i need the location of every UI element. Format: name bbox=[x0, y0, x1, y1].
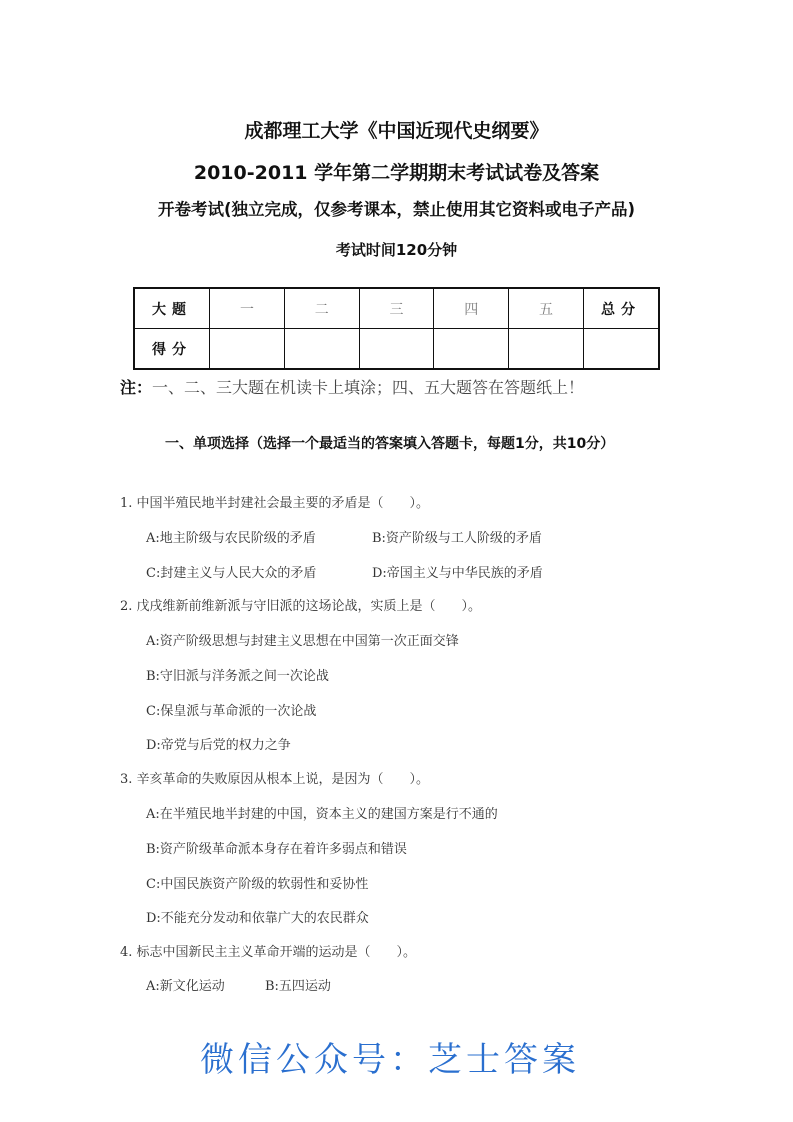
option: D:帝国主义与中华民族的矛盾 bbox=[372, 566, 543, 581]
note-text: 一、二、三大题在机读卡上填涂；四、五大题答在答题纸上！ bbox=[152, 378, 585, 397]
header-cell: 三 bbox=[359, 288, 434, 329]
score-cell bbox=[210, 329, 285, 370]
option: A:新文化运动 bbox=[146, 979, 225, 994]
option: B:五四运动 bbox=[265, 979, 331, 994]
score-cell bbox=[509, 329, 584, 370]
option: A:资产阶级思想与封建主义思想在中国第一次正面交锋 bbox=[146, 634, 459, 649]
section-heading: 一、单项选择（选择一个最适当的答案填入答题卡，每题1分，共10分） bbox=[165, 436, 615, 452]
option: A:地主阶级与农民阶级的矛盾 bbox=[146, 531, 316, 546]
score-cell bbox=[284, 329, 359, 370]
score-table bbox=[133, 287, 660, 370]
option: B:资产阶级与工人阶级的矛盾 bbox=[372, 531, 542, 546]
option: D:不能充分发动和依靠广大的农民群众 bbox=[146, 911, 369, 926]
score-cell bbox=[434, 329, 509, 370]
option: D:帝党与后党的权力之争 bbox=[146, 738, 291, 753]
header-cell: 二 bbox=[284, 288, 359, 329]
question: 1. 中国半殖民地半封建社会最主要的矛盾是（ ）。 bbox=[120, 496, 430, 511]
question: 2. 戊戌维新前维新派与守旧派的这场论战，实质上是（ ）。 bbox=[120, 599, 482, 614]
option: A:在半殖民地半封建的中国，资本主义的建国方案是行不通的 bbox=[146, 807, 498, 822]
score-cell bbox=[583, 329, 659, 370]
option: B:资产阶级革命派本身存在着许多弱点和错误 bbox=[146, 842, 407, 857]
header-cell: 一 bbox=[210, 288, 285, 329]
header-cell: 大题 bbox=[134, 288, 210, 329]
exam-mode: 开卷考试(独立完成，仅参考课本，禁止使用其它资料或电子产品) bbox=[157, 200, 636, 219]
title: 成都理工大学《中国近现代史纲要》 bbox=[244, 120, 549, 142]
option: B:守旧派与洋务派之间一次论战 bbox=[146, 669, 329, 684]
option: C:中国民族资产阶级的软弱性和妥协性 bbox=[146, 877, 369, 892]
question: 4. 标志中国新民主主义革命开端的运动是（ ）。 bbox=[120, 945, 417, 960]
row-label: 得分 bbox=[134, 329, 210, 370]
note-label: 注： bbox=[120, 378, 153, 397]
option: C:封建主义与人民大众的矛盾 bbox=[146, 566, 317, 581]
header-cell: 四 bbox=[434, 288, 509, 329]
watermark: 微信公众号：芝士答案 bbox=[200, 1040, 580, 1080]
option: C:保皇派与革命派的一次论战 bbox=[146, 704, 317, 719]
exam-time: 考试时间120分钟 bbox=[335, 241, 458, 259]
score-cell bbox=[359, 329, 434, 370]
header-cell: 总分 bbox=[583, 288, 659, 329]
header-cell: 五 bbox=[509, 288, 584, 329]
note bbox=[120, 378, 584, 397]
question: 3. 辛亥革命的失败原因从根本上说，是因为（ ）。 bbox=[120, 772, 430, 787]
subtitle: 2010-2011 学年第二学期期末考试试卷及答案 bbox=[193, 162, 600, 184]
